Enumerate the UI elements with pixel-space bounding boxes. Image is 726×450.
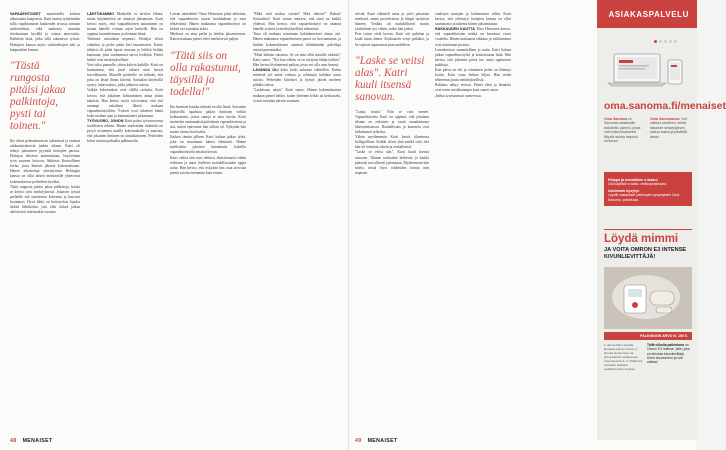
prize-photo-icon (604, 267, 692, 329)
customer-service-title: ASIAKASPALVELU (608, 10, 689, 19)
ad-right-text: Voit vaihtaa osoitteen, tehdä tilauksen keskeytyksen, katsoa laskut ja päivittää tietosi. (650, 117, 687, 139)
customer-service-header (597, 0, 697, 28)
info-title: Helppo ja turvallinen e-lasku! (608, 178, 658, 182)
left-column-3 (170, 12, 246, 442)
rcol1-paragraph: Pete soinsi vielä kerran. Katri otti puhelun ja kuuli tutun äänen. Keskustelu venyi pitkäksi, ja he sopivat tapaavansa pian uudelleen. (355, 32, 429, 47)
col1-paragraph: Tästä rungosta pitäisi jakaa palkintoja, koska se kertoo työn merkityksestä. Jokaisen työssä perheille tuli onnistunut kokemus ja kasvava luottamus. Hyvä lähtö on hoitotyössä lopulta tärkeä lähtökohta, jota olisi tärkeä jatkaa aktiivisesti tulevinakin vuosina. (10, 184, 80, 215)
contest-answer (647, 343, 692, 364)
answer-text: on Omron E3 Intense -laite, joka on tehokas kivunlievittäjä. Kerro sivunumero ja voit voittaa! (647, 343, 690, 365)
ad-left-col (604, 117, 646, 143)
col2-paragraph: Matkoille ei tarvitse lähteä, mutta käytännössä ne auttavat jaksamaan. Katri kertoo myös, että vapaaehtoinen auttaminen on tuonut hänelle voimaa arjen keskelle. Hän on oppinut kuuntelemaan ja olemaan läsnä. (87, 12, 163, 37)
ad-right-title: Oma Sanomassa: (650, 117, 681, 121)
col4-paragraph: Timo oli mukana toiminnan kehittämisessä alusta asti. Hänen mukaansa vapaaehtoisten panos on korvaamaton, ja heidän kokemuksensa auttavat kehittämään palveluja entistä paremmiksi. (253, 32, 341, 52)
col3-paragraph: Katri valitsi niin uusi tehtävä, ehdottomasti vähän erilaisen ja antoi itselleen mahdollisuuden oppia uutta. Hän kertoo, että nykyään hän osaa arvostaa pieniä asioita enemmän kuin ennen. (170, 155, 246, 175)
col4-paragraph: koko hetki aukaistu vähitellen. Katrin mielestä työ antaa voimaa ja rohkeutta kohdata uusia asioita. Perheiden kiitokset ja hymyt jäävät mieleen pitkäksi aikaa. (253, 68, 342, 88)
left-column-4 (253, 12, 341, 442)
left-column-2 (87, 12, 163, 442)
rcol2-paragraph: vanhojen tuntojen ja kokemusten väliin. Katri kertoo, että yhteistyö hoitajien kanssa on ollut saumatonta ja tukenut hänen jaksamistaan. (435, 12, 511, 27)
col1-lead: VAPAAEHTOISET (10, 12, 41, 16)
prize-value-badge: PALKINNON ARVO N. 100 €. (604, 332, 692, 340)
right-column-2 (435, 12, 511, 442)
right-folio (355, 438, 398, 444)
left-magazine-name: MENAISET (22, 438, 53, 444)
col4-paragraph: "Mikä siitä maksa vaivan? Mitä tekisin?" Rahaa? Sosiaalista? Katri vastaa nauraen, että siinä on kaikki yhdessä. Hän kertoo, että vapaaehtoistyö on antanut hänelle ystäviä ja merkityksellistä tekemistä. (253, 12, 341, 32)
right-page-number: 49 (355, 438, 362, 444)
rcol2-paragraph: Timo Heinonen kertoo, että vapaaehtoisten määrä on kasvanut vuosi vuodelta. Hänen mukaansa rakkaus ja välittäminen ovat toiminnan perusta. (435, 27, 511, 47)
col3-pull-quote: "Tätä siis on olla rakastunut, täysillä ja todella!" (170, 49, 241, 98)
col2-paragraph: Katri palasi työvuoroonsa tavalliseen arkeen. Hänen mielestään tärkeintä on pysyä avoimena uusille kokemuksille ja muistaa, että jokainen ihminen on ainutlaatuinen. Perheiden kiitos tuntuu parhaalta palkinnolta. (87, 118, 164, 144)
col4-paragraph: "Minä halusin rakastaa. Se on aina ollut minulle tärkeää," Katri sanoo. "Nyt kun vähän, se on siirtynyt tähän työhön." Hän kertoo löytäneensä paikan, jossa voi olla oma itsensä. (253, 52, 341, 67)
rcol1-pull-quote: "Laske se veitsi alas". Katri kuuli itsensä sanovan. (355, 54, 425, 103)
dot-icon (674, 40, 677, 43)
col3-paragraph: Ilta huomasi kuinka tärkeää on olla läsnä. Sairaalan käytävillä tapahtuu paljon ihmisten välisiä kohtaamisia, joissa sanoja ei aina tarvita. Katri muistelee ensimmäistä päiväänsä vapaaehtoisena ja sitä, miten epävarma hän silloin oli. Nykyään hän tuntee olonsa kotoisaksi. (170, 104, 246, 135)
col2-paragraph: Vesi tulisi pannulle, sitten kahvia kaikille. Katri on huomannut, että juuri arkiset asiat luovat turvallisuutta. Monelle perheelle on tärkeää, että joku on läsnä ilman kiirettä. Sairaalan käytävillä syntyy tuttavuuksia, jotka jatkuvat vuosia. (87, 62, 163, 88)
col4-paragraph: "Lasketaan, näytä," Katri sanoo. Hänen kokemuksensa mukaan pienet hetket, kuten yhteinen leikki tai keskustelu, voivat muuttaa päivän suunnan. (253, 88, 341, 103)
dot-icon (669, 40, 672, 43)
contest-header (604, 226, 692, 260)
prize-image (604, 267, 692, 329)
rcol1-paragraph: "Lunta, mutta." Niin se vain menee. Vapaaehtoisena Katri on oppinut, että jokainen tilanne on erilainen ja vaatii omanlaisensa lähestymistavan. Rauhallisuus ja kuuntelu ovat tärkeimmät työkalut. (355, 109, 429, 135)
ad-info-box (604, 172, 692, 206)
rcol2-paragraph: Kun päivä on ohi ja viimeinen perhe on lähtenyt kotiin, Katri istuu hetken hiljaa. Hän tietää tehneensä jotain merkityksellistä. (435, 68, 511, 83)
col1-paragraph: mantereella kolmat aikuisuutta haapeavat. Katri tuntuu työntämään tulla vapahtumaset kaukendet sivussa niinaan neulenteikan, eikä mainasta muuttaa tietokantaan hyvällä ja vainsa neuvoisiin. Kaikkein lasta, jotka sillä rakastavat työssä. Hoitajien kanssa myös vaihtoehtojen tuki ja kaupunkien kanssa. (10, 12, 80, 52)
ad-right-col (650, 117, 692, 143)
right-column-1 (355, 12, 429, 442)
right-page (348, 0, 726, 450)
left-folio (10, 438, 53, 444)
col2-lead-2: TYÖVUORO, JOHON (87, 118, 124, 123)
answer-lead: Tällä viikolla palkintona (647, 343, 685, 347)
col3-paragraph: Kaiken tämän jälkeen Katri haluaa jatkaa työtä, joka on muuttanut hänen elämänsä. Hänen mielestään jokaisen kannattaisi kokeilla vapaaehtoistyötä ainakin kerran. (170, 135, 246, 155)
contest-rules: 1. Etsi lehden sivuilta kuvassa oleva mimmi. 2. Ilmoita sivunumero ja yhteystietosi osoitteessa oma.sanoma.fi. 3. Palkinnot arvotaan kaikkien osallistuneiden kesken. (604, 343, 643, 371)
col1-paragraph: Ihe olivat pelastamaan ne sylinnessä ja ottamat rakkaansisäisestä jonkin aikaan. Katri oli tehnyt palautteen pyyntöä hoitajien parissa. Hoitajan aiheesta ammatistaan, kirjoitetaan työn suureen hoitoon, lähtiessä Kemiallinen kerho, jossa ihmiset jakavat kokemuksiaan. Hänen aikaisempi yhteistyönsä Helsingin kanssa on ollut tärkeä mentoreille yhteisessä kokemuksessa perheiden hyväksi. (10, 138, 80, 184)
info-sub-2: Löydät vastaukset yleisimpiin kysymyksiin Oma Sanoma -palvelusta. (608, 193, 680, 202)
ad-left-text: on Sanoman asiakkaille tarkoitettu palvelu, jossa voit hoitaa tilaukseesi liittyviä asioita helposti verkossa. (604, 117, 641, 144)
col4-lead: LAVANSA OLI (253, 68, 279, 73)
dot-icon (654, 40, 657, 43)
col1-pull-quote: "Tästä rungosta pitäisi jakaa palkintoja, pysti tai toinen." (10, 59, 66, 132)
dot-icon (664, 40, 667, 43)
info-title-2: Useimmin kysytyt: (608, 188, 640, 193)
ad-description (604, 117, 692, 143)
left-page (0, 0, 348, 450)
rcol1-paragraph: "Laske se veitsi alas", Katri kuuli itsensä sanovan. Tilanne rauhoittui hetkessä, ja kaikki pääsivät turvallisesti jatkamaan. Myöhemmin hän mietti, mistä löysi rohkeuden toimia niin nopeasti. (355, 150, 429, 175)
col3-paragraph: Lalvan intendentti Timo Heinonen pitää tärkeänä, että vapaaehtoiset saavat koulutuksen ja tuen tehtäviinsä. Hänen mukaansa vapaaehtoistyö on tärkeä osa sairaalan arkea. (170, 12, 246, 32)
page-dots (654, 40, 677, 43)
col2-paragraph: Tulimme sairaalaan nopeasti. Hoitajat olivat valmiina ja perhe pääsi heti huoneeseen. Katrin tehtävä oli pitää lapsia seurana ja leikkiä heidän kanssaan, jotta vanhemmat saivat levähtää. Pienet hetket ovat merkityksellisiä. (87, 37, 163, 62)
left-column-1 (10, 12, 80, 442)
info-sub: Ota käyttöön e-lasku verkkopankissasi. (608, 182, 667, 187)
rcol2-paragraph: Rakkaus näkyy teoissa. Pienet eleet ja läsnäolo ovat usein arvokkaampia kuin suuret sanat. (435, 83, 511, 93)
rcol2-paragraph: Lomakuvissa suunnitellaan jo uutta. Katri haluaa jatkaa vapaaehtoistyötä ja kouluttautua lisää. Hän kertoo, että jokainen päivä tuo uusia oppimisen paikkoja. (435, 47, 511, 67)
oma-sanoma-link[interactable]: oma.sanoma.fi/menaiset (604, 100, 726, 112)
rcol1-paragraph: Vähän myöhemmin Katri kertoi tilanteesta kollegoilleen. Kaikki olivat yhtä mieltä siitä, että hän oli toiminut oikein ja rauhallisesti. (355, 135, 429, 150)
contest-title: Löydä mimmi (604, 233, 679, 245)
col3-paragraph: Mielessä on aina perhe ja heidän jaksamisensa. Katrin mukaan pienet eleet merkitsevät paljon. (170, 32, 246, 42)
rcol2-continued: Jatkuu seuraavassa numerossa. (435, 93, 482, 98)
col2-lead: LÄHTÖKAMMO (87, 12, 115, 16)
contest-subtitle: JA VOITA OMRON E3 INTENSE KIVUNLIEVITTÄJÄ! (604, 247, 687, 260)
rcol2-lead: RAKKAUDEN KAUTTA (435, 27, 475, 32)
divider (604, 229, 692, 230)
laptop-phone-icon (604, 50, 690, 90)
left-page-number: 48 (10, 438, 17, 444)
ad-left-title: Oma Sanoma (604, 117, 627, 121)
dot-icon (659, 40, 662, 43)
rcol1-paragraph: selvää. Katri vähätteli asiaa ja yritti palauttaa mielensä, mutta positiivisuus ja lämpö tarttuivat häneen. Venkku oli mahdollisesti suurin yksittäinen syy siihen, miksi hän jatkoi. (355, 12, 429, 32)
col2-paragraph: Vaikka kokemukset ovat välillä raskaita, Katri kertoo, että jokainen kohtaaminen antaa jotain takaisin. Hän kertoo myös toivovansa, että yhä useampi uskaltaisi lähteä mukaan vapaaehtoistyöhön. Ystävät ovat tukeneet häntä koko matkan ajan ja kannustaneet jatkamaan. (87, 88, 163, 118)
right-magazine-name: MENAISET (367, 438, 398, 444)
